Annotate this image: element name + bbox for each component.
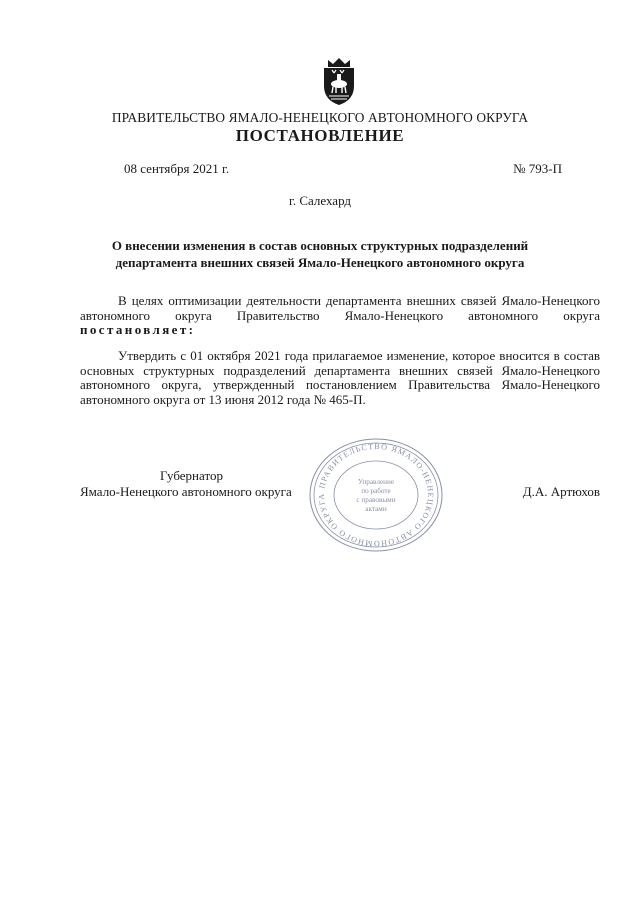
document-city: г. Салехард — [288, 193, 352, 208]
paragraph-preamble — [80, 294, 600, 338]
preamble-text: В целях оптимизации деятельности департамента внешних связей Ямало-Ненецкого автономного округа Правительство Ямало-Ненецкого автономного округа — [80, 293, 600, 323]
document-number: № 793-П — [513, 161, 562, 176]
signatory-title-line2: Ямало-Ненецкого автономного округа — [80, 484, 292, 499]
resolution-text: Утвердить с 01 октября 2021 года прилагаемое изменение, которое вносится в состав основных структурных подразделений департамента внешних связей Ямало-Ненецкого автономного округа, утвержденный постановлением Правительства Ямало-Ненецкого автономного округа от 13 июня 2012 года № 465-П. — [80, 348, 600, 407]
stamp-center-line2: по работе — [361, 487, 391, 495]
official-stamp-icon — [306, 436, 446, 554]
stamp-ring-text: ПРАВИТЕЛЬСТВО ЯМАЛО-НЕНЕЦКОГО АВТОНОМНОГО ОКРУГА — [316, 441, 436, 549]
stamp-center-line1: Управление — [357, 478, 395, 486]
signatory-title-line1: Губернатор — [160, 468, 223, 483]
document-subject: О внесении изменения в состав основных структурных подразделений департамента внешних связей Ямало-Ненецкого автономного округа — [111, 238, 529, 270]
resolves-word: постановляет: — [80, 322, 196, 338]
stamp-center-line4: актами — [365, 505, 387, 513]
government-name: ПРАВИТЕЛЬСТВО ЯМАЛО-НЕНЕЦКОГО АВТОНОМНОГО ОКРУГА — [111, 110, 529, 125]
yamal-nenets-coat-of-arms-icon — [320, 56, 358, 106]
paragraph-resolution — [80, 349, 600, 407]
document-type-title: ПОСТАНОВЛЕНИЕ — [235, 126, 405, 145]
signatory-name: Д.А. Артюхов — [522, 484, 600, 499]
stamp-center-line3: с правовыми — [356, 496, 396, 504]
document-date: 08 сентября 2021 г. — [124, 161, 230, 176]
